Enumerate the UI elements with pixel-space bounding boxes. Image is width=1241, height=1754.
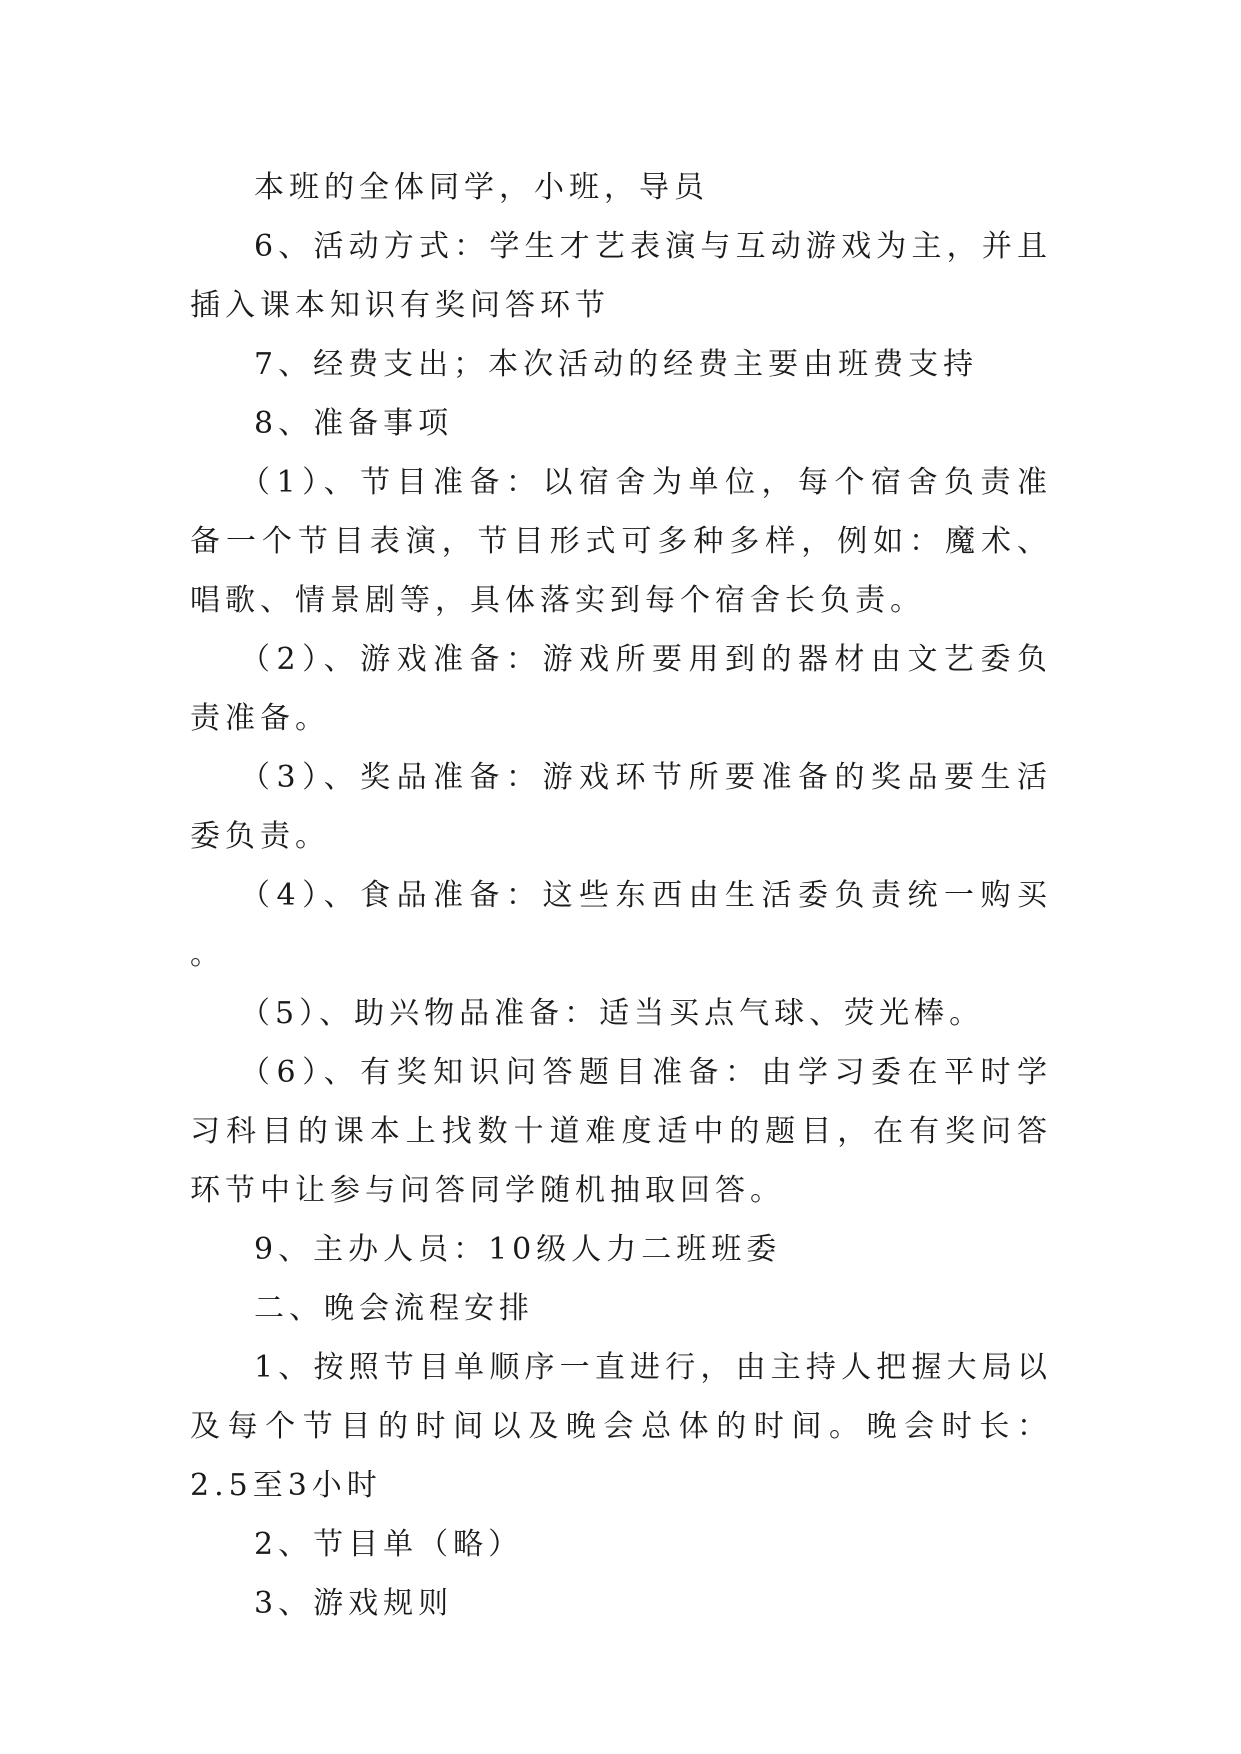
paragraph-game-prep: （2）、游戏准备：游戏所要用到的器材由文艺委负责准备。 [190,642,1052,736]
paragraph-game-rules: 3、游戏规则 [254,1586,454,1621]
paragraph-flow-order: 1、按照节目单顺序一直进行，由主持人把握大局以及每个节目的时间以及晚会总体的时间。晚会时长：2.5至3小时 [190,1350,1052,1503]
paragraph-program-prep: （1）、节目准备：以宿舍为单位，每个宿舍负责准备一个节目表演，节目形式可多种多样，例如：魔术、唱歌、情景剧等，具体落实到每个宿舍长负责。 [190,465,1052,618]
paragraph-props-prep: （5）、助兴物品准备：适当买点气球、荧光棒。 [240,996,985,1031]
paragraph-food-prep: （4）、食品准备：这些东西由生活委负责统一购买 。 [190,878,1052,972]
section-heading-flow: 二、晚会流程安排 [254,1291,534,1326]
paragraph-organizers: 9、主办人员：10级人力二班班委 [254,1232,782,1267]
paragraph-program-list: 2、节目单（略） [254,1527,524,1562]
paragraph-quiz-prep: （6）、有奖知识问答题目准备：由学习委在平时学习科目的课本上找数十道难度适中的题目，在有奖问答环节中让参与问答同学随机抽取回答。 [190,1055,1052,1208]
paragraph-preparation-heading: 8、准备事项 [254,406,454,441]
document-body [190,158,1052,1633]
paragraph-participants: 本班的全体同学，小班，导员 [254,170,709,205]
paragraph-prize-prep: （3）、奖品准备：游戏环节所要准备的奖品要生活委负责。 [190,760,1052,854]
paragraph-activity-method: 6、活动方式：学生才艺表演与互动游戏为主，并且插入课本知识有奖问答环节 [190,229,1052,323]
paragraph-expenses: 7、经费支出；本次活动的经费主要由班费支持 [254,347,979,382]
